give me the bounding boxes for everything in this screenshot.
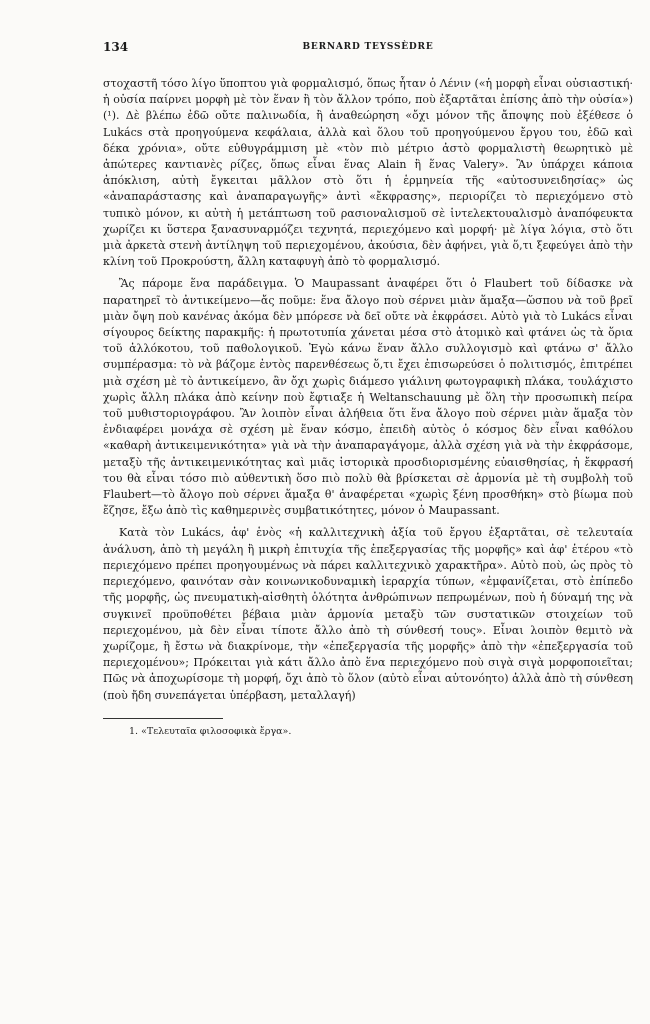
page-number: 134 <box>103 40 129 54</box>
footnote: 1. «Τελευταῖα φιλοσοφικὰ ἔργα». <box>129 725 292 737</box>
paragraph: Ἂς πάρομε ἕνα παράδειγμα. Ὁ Maupassant ἀναφέρει ὅτι ὁ Flaubert τοῦ δίδασκε νὰ παρατηρεῖ τὸ ἀντικείμενο—ἄς ποῦμε: ἕνα ἄλογο ποὺ σέρνει μιὰν ἅμαξα—ὥσπου νὰ τοῦ βρεῖ μιὰν ὄψη ποὺ κανένας ἀκόμα δὲν μπόρεσε νὰ δεῖ οὔτε νὰ ἐκφράσει. Αὐτὸ γιὰ τὸ Lukács εἶναι σίγουρος δείκτης παρακμῆς: ἡ πρωτοτυπία χάνεται μέσα στὸ ἀτομικὸ καὶ φτάνει ὡς τὰ ὅρια τοῦ ἀλλόκοτου, τοῦ παθολογικοῦ. Ἐγὼ κάνω ἕναν ἄλλο συλλογισμὸ καὶ φτάνω σ' ἄλλο συμπέρασμα: τὸ νὰ βάζομε ἐντὸς παρενθέσεως ὅ,τι ἔχει ἐπισωρεύσει ὁ πολιτισμός, ἐπιτρέπει μιὰ σχέση μὲ τὸ ἀντικείμενο, ἂν ὄχι χωρὶς διάμεσο γιάλινη φωτογραφικὴ πλάκα, τουλάχιστο χωρὶς ἄλλη πλάκα ἀπὸ κείνην ποὺ ἔφτιαξε ἡ Weltanschauung μὲ ὅλη τὴν προσωπικὴ πείρα τοῦ μυθιστοριογράφου. Ἂν λοιπὸν εἶναι ἀλήθεια ὅτι ἕνα ἄλογο ποὺ σέρνει μιὰν ἅμαξα τὸν ἐνδιαφέρει μονάχα σὲ σχέση μὲ ἕναν κόσμο, ἐπειδὴ αὐτὸς ὁ κόσμος δὲν εἶναι καθόλου «καθαρὴ ἀντικειμενικότητα» γιὰ νὰ τὴν ἀναπαραγάγομε, ἀλλὰ σχέση γιὰ νὰ τὴν ἐκφράσομε, μεταξὺ τῆς ἀντικειμενικότητας καὶ μιᾶς ἱστορικὰ προσδιορισμένης εὐαισθησίας, ἡ ἔκφρασή του θὰ εἶναι τόσο πιὸ αὐθεντικὴ ὅσο πιὸ πολὺ θὰ βρίσκεται σὲ ἁρμονία μὲ τὴ συμβολὴ τοῦ Flaubert—τὸ ἄλογο ποὺ σέρνει ἅμαξα θ' ἀναφέρεται «χωρὶς ξένη προσθήκη» στὸ βίωμα ποὺ ἔζησε, ἔξω ἀπὸ τὶς καθημερινὲς συμβατικότητες, μόνον ὁ Maupassant. <box>103 277 633 518</box>
book-page <box>103 40 633 738</box>
paragraph: στοχαστῆ τόσο λίγο ὕποπτου γιὰ φορμαλισμό, ὅπως ἦταν ὁ Λένιν («ἡ μορφὴ εἶναι οὐσιαστική· ἡ οὐσία παίρνει μορφὴ μὲ τὸν ἕναν ἢ τὸν ἄλλον τρόπο, ποὺ ἐξαρτᾶται ἐπίσης ἀπὸ τὴν οὐσία») (¹). Δὲ βλέπω ἐδῶ οὔτε παλινωδία, ἢ ἀναθεώρηση «ὄχι μόνον τῆς ἄποψης ποὺ ἐξέθεσε ὁ Lukács στὰ προηγούμενα κεφάλαια, ἀλλὰ καὶ ὅλου τοῦ προηγούμενου ἔργου του, ἐδῶ καὶ δέκα χρόνια», οὔτε εὐθυγράμμιση μὲ «τὸν πιὸ μέτριο ἀστὸ φορμαλιστὴ θεωρητικὸ μὲ ἀπώτερες καντιανὲς ρίζες, ὅπως εἶναι ἕνας Alain ἢ ἕνας Valery». Ἂν ὑπάρχει κάποια ἀπόκλιση, αὐτὴ ἔγκειται μᾶλλον στὸ ὅτι ἡ ἑρμηνεία τῆς «αὐτοσυνειδησίας» ὡς «ἀναπαράστασης καὶ ἀναπαραγωγῆς» ἀντὶ «ἔκφρασης», περιορίζει τὸ περιεχόμενο στὸ τυπικὸ μόνον, κι αὐτὴ ἡ μετάπτωση τοῦ ρασιοναλισμοῦ σὲ ἰντελεκτουαλισμὸ ἀναπόφευκτα χωρίζει κι ὕστερα ξανασυναρμόζει τεχνητά, περιεχόμενο καὶ μορφή· μὲ λίγα λόγια, στὸ ὅτι μιὰ ἀρκετὰ στενὴ ἀντίληψη τοῦ περιεχομένου, ἀκούσια, δὲν ἀφήνει, γιὰ ὅ,τι ξεφεύγει ἀπὸ τὴν κλίνη τοῦ Προκρούστη, ἄλλη καταφυγὴ ἀπὸ τὸ φορμαλισμό. <box>103 77 633 269</box>
body-text <box>103 76 633 704</box>
running-head: BERNARD TEYSSÈDRE <box>302 42 434 52</box>
footnote-rule <box>103 718 223 719</box>
page-header <box>103 40 633 58</box>
paragraph: Κατὰ τὸν Lukács, ἀφ' ἑνὸς «ἡ καλλιτεχνικὴ ἀξία τοῦ ἔργου ἐξαρτᾶται, σὲ τελευταία ἀνάλυση, ἀπὸ τὴ μεγάλη ἢ μικρὴ ἐπιτυχία τῆς ἐπεξεργασίας τῆς μορφῆς» καὶ ἀφ' ἑτέρου «τὸ περιεχόμενο πρέπει προηγουμένως νὰ πάρει καλλιτεχνικὸ χαρακτῆρα». Αὐτὸ ποὺ, ὡς πρὸς τὸ περιεχόμενο, φαινόταν σὰν κοινωνικοδυναμικὴ ἱεραρχία τύπων, «ἐμφανίζεται, στὸ ἐπίπεδο τῆς μορφῆς, ὡς πνευματικὴ-αἰσθητὴ ὁλότητα ἀνθρώπινων πεπρωμένων, ποὺ ἡ δύναμή της νὰ συγκινεῖ προϋποθέτει βέβαια μιὰν ἁρμονία μεταξὺ τῶν συστατικῶν στοιχείων τοῦ περιεχομένου, μὰ δὲν εἶναι τίποτε ἄλλο ἀπὸ τὴ σύνθεσή τους». Εἶναι λοιπὸν θεμιτὸ νὰ χωρίζομε, ἢ ἔστω νὰ διακρίνομε, τὴν «ἐπεξεργασία τῆς μορφῆς» ἀπὸ τὴν «ἐπεξεργασία τοῦ περιεχομένου»; Πρόκειται γιὰ κάτι ἄλλο ἀπὸ ἕνα περιεχόμενο ποὺ σιγὰ σιγὰ μορφοποιεῖται; Πῶς νὰ ἀποχωρίσομε τὴ μορφή, ὄχι ἀπὸ τὸ ὅλον (αὐτὸ εἶναι αὐτονόητο) ἀλλὰ ἀπὸ τὴ σύνθεση (ποὺ ἤδη συνεπάγεται ὑπέρβαση, μεταλλαγή) <box>103 526 633 702</box>
